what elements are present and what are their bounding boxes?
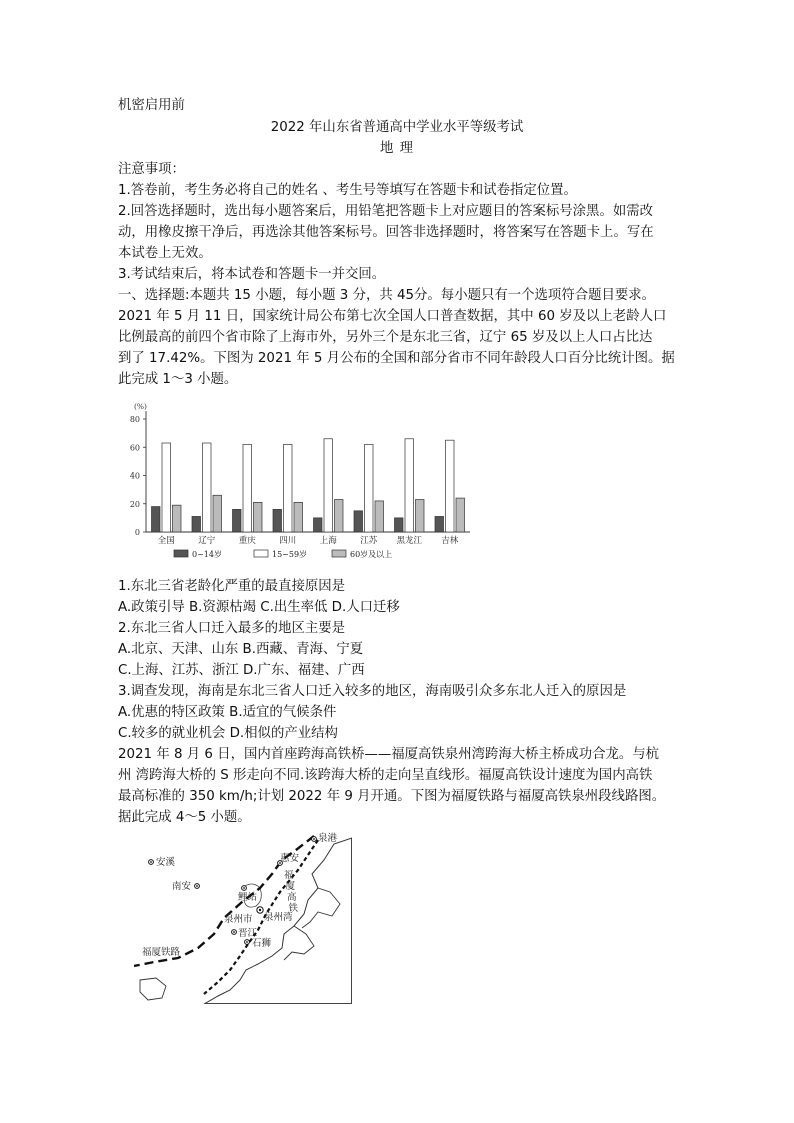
bar-1-5 <box>365 444 374 532</box>
x-tick-label: 江苏 <box>360 536 378 546</box>
bar-2-5 <box>375 501 384 532</box>
section-1-intro: 一、选择题:本题共 15 小题，每小题 3 分，共 45分。每小题只有一个选项符合题目要求。 <box>118 288 656 303</box>
note-2-line-2: 动，用橡皮擦干净后，再选涂其他答案标号。回答非选择题时，将答案写在答题卡上。写在 <box>118 225 654 240</box>
bar-0-7 <box>435 516 444 532</box>
question-3: 3.调查发现，海南是东北三省人口迁入较多的地区，海南吸引众多东北人迁入的原因是 <box>118 684 627 699</box>
note-2-line-1: 2.回答选择题时，选出每小题答案后，用铅笔把答题卡上对应题目的答案标号涂黑。如需改 <box>118 204 654 219</box>
city-marker-dot <box>233 931 235 933</box>
x-tick-label: 全国 <box>157 536 175 546</box>
city-marker-dot <box>243 887 245 889</box>
x-tick-label: 辽宁 <box>198 536 216 546</box>
label-quanzhouwan: 泉州湾 <box>264 912 293 923</box>
label-nanan: 南安 <box>172 881 192 892</box>
subject-title: 地 理 <box>379 141 415 156</box>
label-anxi: 安溪 <box>156 857 176 868</box>
legend-swatch-2 <box>332 550 346 557</box>
bar-2-4 <box>335 500 344 532</box>
y-tick-label: 40 <box>129 471 140 481</box>
x-tick-label: 黑龙江 <box>396 536 423 546</box>
bar-2-1 <box>213 495 222 532</box>
exam-title: 2022 年山东省普通高中学业水平等级考试 <box>270 120 524 135</box>
city-marker-dot <box>313 838 315 840</box>
notes-heading: 注意事项： <box>118 162 185 177</box>
y-tick-label: 60 <box>129 443 140 453</box>
bar-0-6 <box>395 518 404 532</box>
passage-2-line-1: 2021 年 8 月 6 日，国内首座跨海高铁桥——福厦高铁泉州湾跨海大桥主桥成功合龙。与杭 <box>118 747 660 762</box>
question-3-options-ab: A.优惠的特区政策 B.适宜的气候条件 <box>118 705 337 720</box>
bar-1-2 <box>243 444 252 532</box>
label-lizhan: 鲤站 <box>238 892 258 903</box>
bar-2-0 <box>173 505 182 532</box>
bar-0-3 <box>273 509 282 532</box>
y-tick-label: 0 <box>134 528 140 537</box>
bar-2-6 <box>416 500 425 532</box>
passage-1-line-3: 到了 17.42%。下图为 2021 年 5 月公布的全国和部分省市不同年龄段人口百分比统计图。据 <box>118 351 675 366</box>
y-tick-label: 20 <box>129 499 140 509</box>
bar-2-2 <box>254 502 263 532</box>
bar-2-7 <box>456 498 465 532</box>
note-1: 1.答卷前，考生务必将自己的姓名 、考生号等填写在答题卡和试卷指定位置。 <box>118 183 577 198</box>
question-3-options-cd: C.较多的就业机会 D.相似的产业结构 <box>118 726 338 741</box>
bar-0-4 <box>314 518 323 532</box>
label-jinjiang: 晋江 <box>238 928 258 939</box>
bar-0-1 <box>192 516 201 532</box>
legend-label-1: 15~59岁 <box>272 550 308 559</box>
question-2-options-ab: A.北京、天津、山东 B.西藏、青海、宁夏 <box>118 642 364 657</box>
note-2-line-3: 本试卷上无效。 <box>118 246 212 261</box>
passage-2-line-4: 据此完成 4～5 小题。 <box>118 810 251 825</box>
passage-2-line-3: 最高标准的 350 km/h;计划 2022 年 9 月开通。下图为福厦铁路与福厦高铁泉州段线路图。 <box>118 789 666 804</box>
bar-1-4 <box>324 439 333 532</box>
question-2-options-cd: C.上海、江苏、浙江 D.广东、福建、广西 <box>118 663 365 678</box>
legend-label-0: 0~14岁 <box>192 550 222 559</box>
y-unit-label: (%) <box>134 402 147 411</box>
bar-1-7 <box>446 440 455 532</box>
bar-0-0 <box>152 507 161 532</box>
label-char: 厦 <box>285 881 296 892</box>
bar-2-3 <box>294 502 303 532</box>
label-fuxia-tielu: 福厦铁路 <box>142 947 181 958</box>
legend-label-2: 60岁及以上 <box>350 550 393 559</box>
passage-1-line-4: 此完成 1～3 小题。 <box>118 372 238 387</box>
city-marker-dot <box>196 885 198 887</box>
passage-1-line-1: 2021 年 5 月 11 日，国家统计局公布第七次全国人口普查数据，其中 60 岁及以上老龄人口 <box>118 309 667 324</box>
question-1-options: A.政策引导 B.资源枯竭 C.出生率低 D.人口迁移 <box>118 600 400 615</box>
label-quangang: 泉港 <box>318 833 338 844</box>
x-tick-label: 重庆 <box>238 536 256 546</box>
y-tick-label: 80 <box>129 415 140 424</box>
legend-swatch-0 <box>174 550 188 557</box>
label-huian: 惠安 <box>280 853 300 864</box>
quanzhou-railway-map <box>134 830 352 1004</box>
label-char: 铁 <box>288 903 299 914</box>
label-shishi: 石狮 <box>252 938 272 949</box>
note-3: 3.考试结束后，将本试卷和答题卡一并交回。 <box>118 267 386 282</box>
label-char: 高 <box>287 892 297 903</box>
city-marker-dot <box>246 941 248 943</box>
x-tick-label: 上海 <box>319 536 337 546</box>
passage-2-line-2: 州 湾跨海大桥的 S 形走向不同.该跨海大桥的走向呈直线形。福厦高铁设计速度为国内高铁 <box>118 768 653 783</box>
bar-0-5 <box>354 511 363 532</box>
x-tick-label: 吉林 <box>441 536 459 546</box>
bar-1-3 <box>284 444 293 532</box>
bar-1-0 <box>162 443 171 532</box>
bar-1-1 <box>203 443 212 532</box>
label-char: 福 <box>284 870 294 881</box>
label-quanzhoushi: 泉州市 <box>224 914 253 925</box>
age-population-bar-chart <box>118 397 478 567</box>
bar-1-6 <box>405 439 414 532</box>
passage-1-line-2: 比例最高的前四个省市除了上海市外，另外三个是东北三省，辽宁 65 岁及以上人口占比达 <box>118 330 653 345</box>
legend-swatch-1 <box>254 550 268 557</box>
city-marker-dot <box>150 861 152 863</box>
city-marker-dot <box>259 909 261 911</box>
bar-0-2 <box>233 509 242 532</box>
question-1: 1.东北三省老龄化严重的最直接原因是 <box>118 579 346 594</box>
confidential-label: 机密启用前 <box>118 98 185 113</box>
question-2: 2.东北三省人口迁入最多的地区主要是 <box>118 621 346 636</box>
x-tick-label: 四川 <box>279 536 297 546</box>
